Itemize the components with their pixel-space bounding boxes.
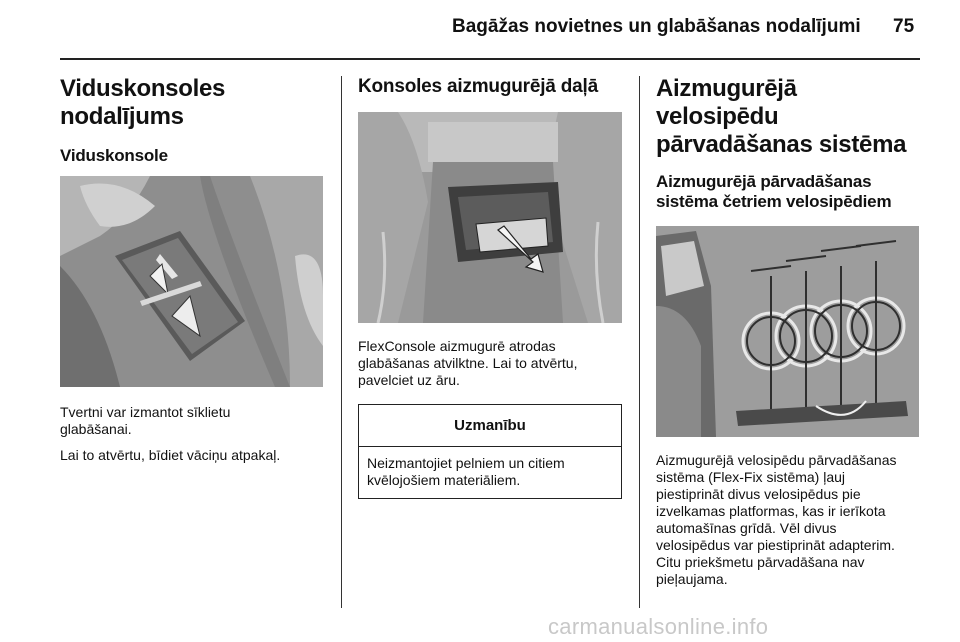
column-divider-right	[639, 76, 640, 608]
column-rear-console	[358, 72, 624, 499]
bike-carrier-illustration	[656, 226, 919, 437]
section-heading-rear-console: Konsoles aizmugurējā daļā	[358, 76, 598, 97]
subheading-four-bike-carrier: Aizmugurējā pārvadāšanas sistēma četriem velosipēdiem	[656, 172, 892, 211]
paragraph-open-instruction: Lai to atvērtu, bīdiet vāciņu atpakaļ.	[60, 447, 281, 463]
page-number: 75	[893, 16, 915, 37]
header-rule	[60, 58, 920, 60]
header-title: Bagāžas novietnes un glabāšanas nodalījumi	[452, 16, 861, 37]
caution-title: Uzmanību	[359, 405, 621, 447]
column-divider-left	[341, 76, 342, 608]
caution-box	[358, 404, 622, 499]
column-center-console	[60, 72, 328, 464]
paragraph-flexconsole-drawer: FlexConsole aizmugurē atrodas glabāšanas atvilktne. Lai to atvērtu, pavelciet uz āru.	[358, 338, 578, 388]
bike-carrier-figure	[656, 226, 919, 437]
center-console-illustration	[60, 176, 323, 387]
caution-text: Neizmantojiet pelniem un citiem kvēlojošiem materiāliem.	[367, 455, 565, 488]
section-heading-bike-carrier: Aizmugurējā velosipēdu pārvadāšanas sistēma	[656, 75, 907, 158]
paragraph-container-use: Tvertni var izmantot sīklietu glabāšanai.	[60, 404, 231, 437]
watermark: carmanualsonline.info	[548, 614, 769, 639]
subheading-center-console: Viduskonsole	[60, 146, 168, 165]
section-heading-center-console: Viduskonsoles nodalījums	[60, 75, 226, 130]
rear-console-figure	[358, 112, 622, 323]
rear-console-illustration	[358, 112, 622, 323]
center-console-figure	[60, 176, 323, 387]
column-rear-bike-carrier	[656, 72, 924, 588]
paragraph-flexfix-description: Aizmugurējā velosipēdu pārvadāšanas sistēma (Flex-Fix sistēma) ļauj piestiprināt divus velosipēdus pie izvelkamas platformas, kas ir ierīkota automašīnas grīdā. Vēl divus velosipēdus var piestiprināt adapterim. Citu priekšmetu pārvadāšana nav pieļaujama.	[656, 452, 897, 587]
